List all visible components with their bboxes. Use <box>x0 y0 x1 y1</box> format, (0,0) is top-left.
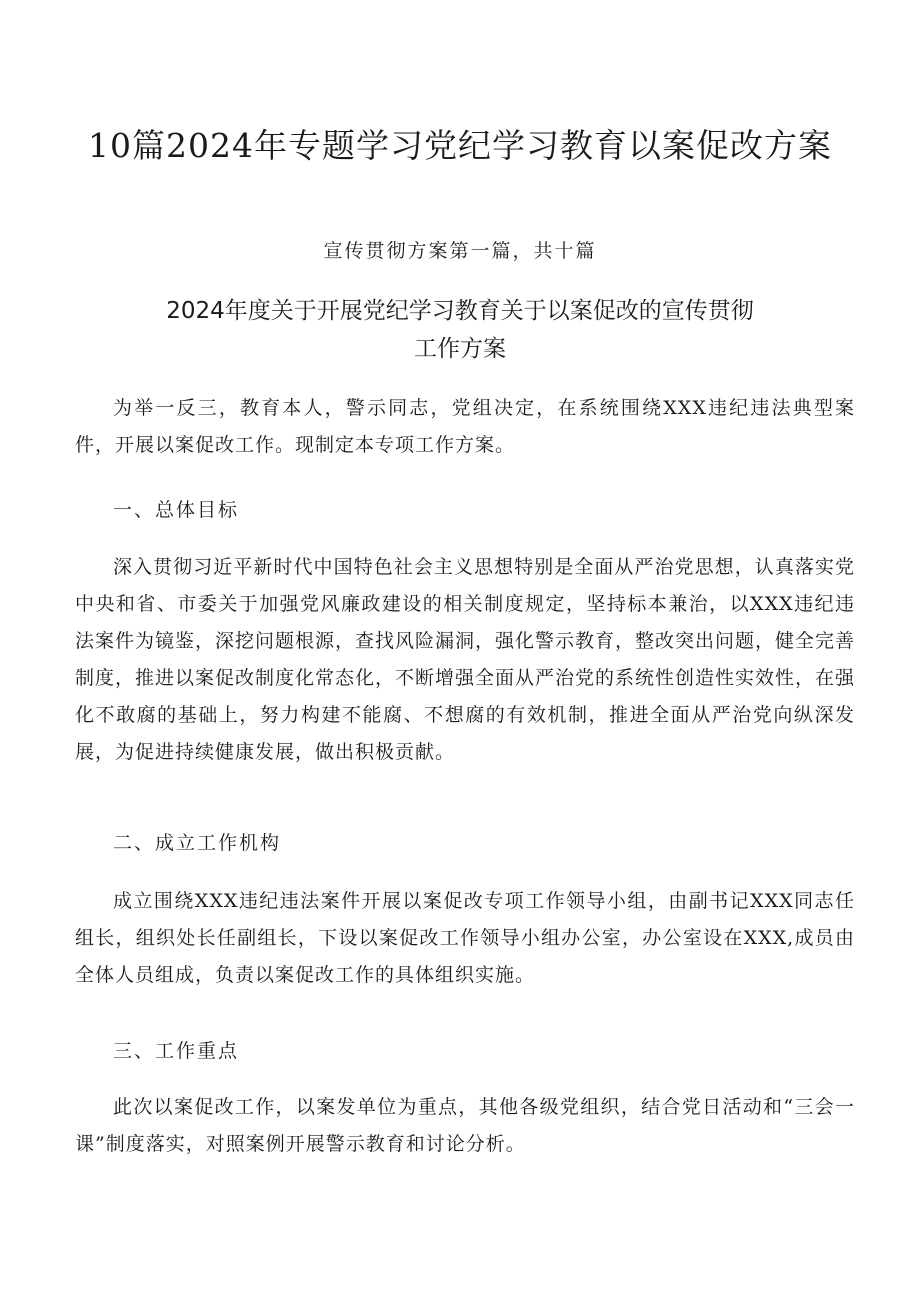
document-title <box>120 292 800 368</box>
section-body-1: 深入贯彻习近平新时代中国特色社会主义思想特别是全面从严治党思想，认真落实党中央和省、市委关于加强党风廉政建设的相关制度规定，坚持标本兼治，以XXX违纪违法案件为镜鉴，深挖问题根源，查找风险漏洞，强化警示教育，整改突出问题，健全完善制度，推进以案促改制度化常态化，不断增强全面从严治党的系统性创造性实效性，在强化不敢腐的基础上，努力构建不能腐、不想腐的有效机制，推进全面从严治党向纵深发展，为促进持续健康发展，做出积极贡献。 <box>75 556 856 763</box>
main-title: 10篇2024年专题学习党纪学习教育以案促改方案 <box>88 126 832 165</box>
document-title-line-2: 工作方案 <box>414 336 506 362</box>
intro-paragraph: 为举一反三，教育本人，警示同志，党组决定，在系统围绕XXX违纪违法典型案件，开展以案促改工作。现制定本专项工作方案。 <box>75 397 855 456</box>
section-body-3: 此次以案促改工作，以案发单位为重点，其他各级党组织，结合党日活动和“三会一课”制度落实，对照案例开展警示教育和讨论分析。 <box>75 1096 855 1155</box>
section-heading-2: 二、成立工作机构 <box>113 832 282 854</box>
section-heading-3: 三、工作重点 <box>113 1040 240 1062</box>
section-heading-1: 一、总体目标 <box>113 499 240 521</box>
section-body-2: 成立围绕XXX违纪违法案件开展以案促改专项工作领导小组，由副书记XXX同志任组长，组织处长任副组长，下设以案促改工作领导小组办公室，办公室设在XXX,成员由全体人员组成，负责以案促改工作的具体组织实施。 <box>75 890 855 986</box>
subtitle: 宣传贯彻方案第一篇，共十篇 <box>323 240 597 262</box>
document-title-line-1: 2024年度关于开展党纪学习教育关于以案促改的宣传贯彻 <box>166 298 754 324</box>
